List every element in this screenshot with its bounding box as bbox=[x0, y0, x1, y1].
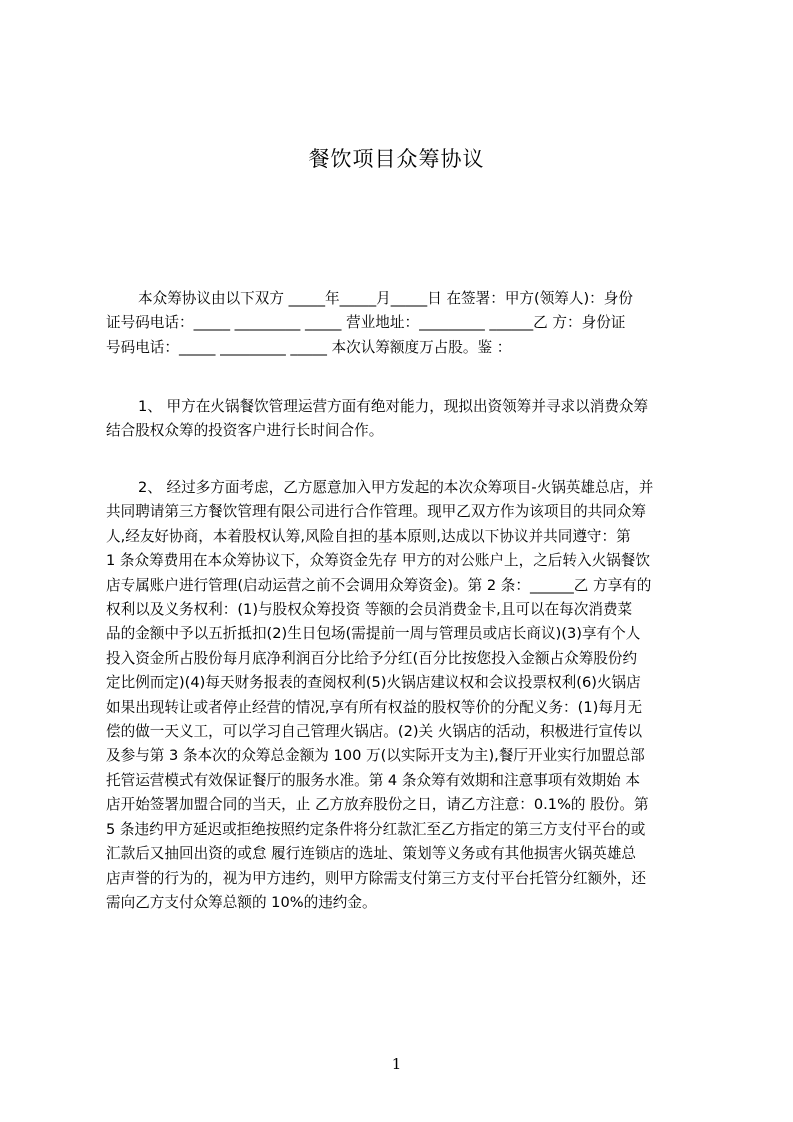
text-line: 店专属账户进行管理(启动运营之前不会调用众筹资金)。第 2 条：______乙 方享有的 bbox=[106, 576, 652, 594]
text-line: 共同聘请第三方餐饮管理有限公司进行合作管理。现甲乙双方作为该项目的共同众筹 bbox=[106, 503, 646, 521]
paragraph-clause-2 bbox=[106, 476, 710, 915]
text-line: 如果出现转让或者停止经营的情况,享有所有权益的股权等价的分配义务：(1)每月无 bbox=[106, 698, 643, 716]
text-line: 托管运营模式有效保证餐厅的服务水准。第 4 条众筹有效期和注意事项有效期始 本 bbox=[106, 771, 640, 789]
text-line: 需向乙方支付众筹总额的 10%的违约金。 bbox=[106, 893, 377, 911]
text-line: 权利以及义务权利：(1)与股权众筹投资 等额的会员消费金卡,且可以在每次消费菜 bbox=[106, 601, 633, 619]
text-line: 号码电话：_____ _________ _____ 本次认筹额度万占股。鉴 ： bbox=[106, 338, 512, 356]
text-line: 5 条违约甲方延迟或拒绝按照约定条件将分红款汇至乙方指定的第三方支付平台的或 bbox=[106, 820, 646, 838]
document-title: 餐饮项目众筹协议 bbox=[308, 147, 485, 171]
text-line: 定比例而定)(4)每天财务报表的查阅权利(5)火锅店建议权和会议投票权利(6)火锅店 bbox=[106, 674, 641, 692]
text-line: 品的金额中予以五折抵扣(2)生日包场(需提前一周与管理员或店长商议)(3)享有个人 bbox=[106, 625, 641, 643]
text-line: 1 条众筹费用在本众筹协议下，众筹资金先存 甲方的对公账户上，之后转入火锅餐饮 bbox=[106, 552, 650, 570]
text-line: 2、 经过多方面考虑，乙方愿意加入甲方发起的本次众筹项目-火锅英雄总店，并 bbox=[138, 479, 654, 496]
text-line: 结合股权众筹的投资客户进行长时间合作。 bbox=[106, 422, 384, 440]
text-line: 1、 甲方在火锅餐饮管理运营方面有绝对能力，现拟出资领筹并寻求以消费众筹 bbox=[138, 398, 649, 415]
text-line: 本众筹协议由以下双方 _____年_____月_____日 在签署：甲方(领筹人)：身份 bbox=[138, 290, 633, 307]
text-line: 店声誉的行为的，视为甲方违约，则甲方除需支付第三方支付平台托管分红额外，还 bbox=[106, 869, 646, 887]
text-line: 投入资金所占股份每月底净利润百分比给予分红(百分比按您投入金额占众筹股份约 bbox=[106, 649, 638, 667]
text-line: 汇款后又抽回出资的或怠 履行连锁店的选址、策划等义务或有其他损害火锅英雄总 bbox=[106, 845, 637, 863]
text-line: 及参与第 3 条本次的众筹总金额为 100 万(以实际开支为主),餐厅开业实行加盟总部 bbox=[106, 747, 645, 765]
paragraph-clause-1 bbox=[106, 395, 710, 444]
text-line: 偿的做一天义工，可以学习自己管理火锅店。(2)关 火锅店的活动，积极进行宣传以 bbox=[106, 723, 643, 741]
text-line: 人,经友好协商，本着股权认筹,风险自担的基本原则,达成以下协议并共同遵守：第 bbox=[106, 527, 631, 545]
text-line: 证号码电话：_____ _________ _____ 营业地址：_________ ______乙 方：身份证 bbox=[106, 314, 626, 332]
page-number: 1 bbox=[391, 1055, 402, 1073]
paragraph-parties bbox=[106, 287, 710, 360]
text-line: 店开始签署加盟合同的当天，止 乙方放弃股份之日，请乙方注意：0.1%的 股份。第 bbox=[106, 796, 649, 814]
